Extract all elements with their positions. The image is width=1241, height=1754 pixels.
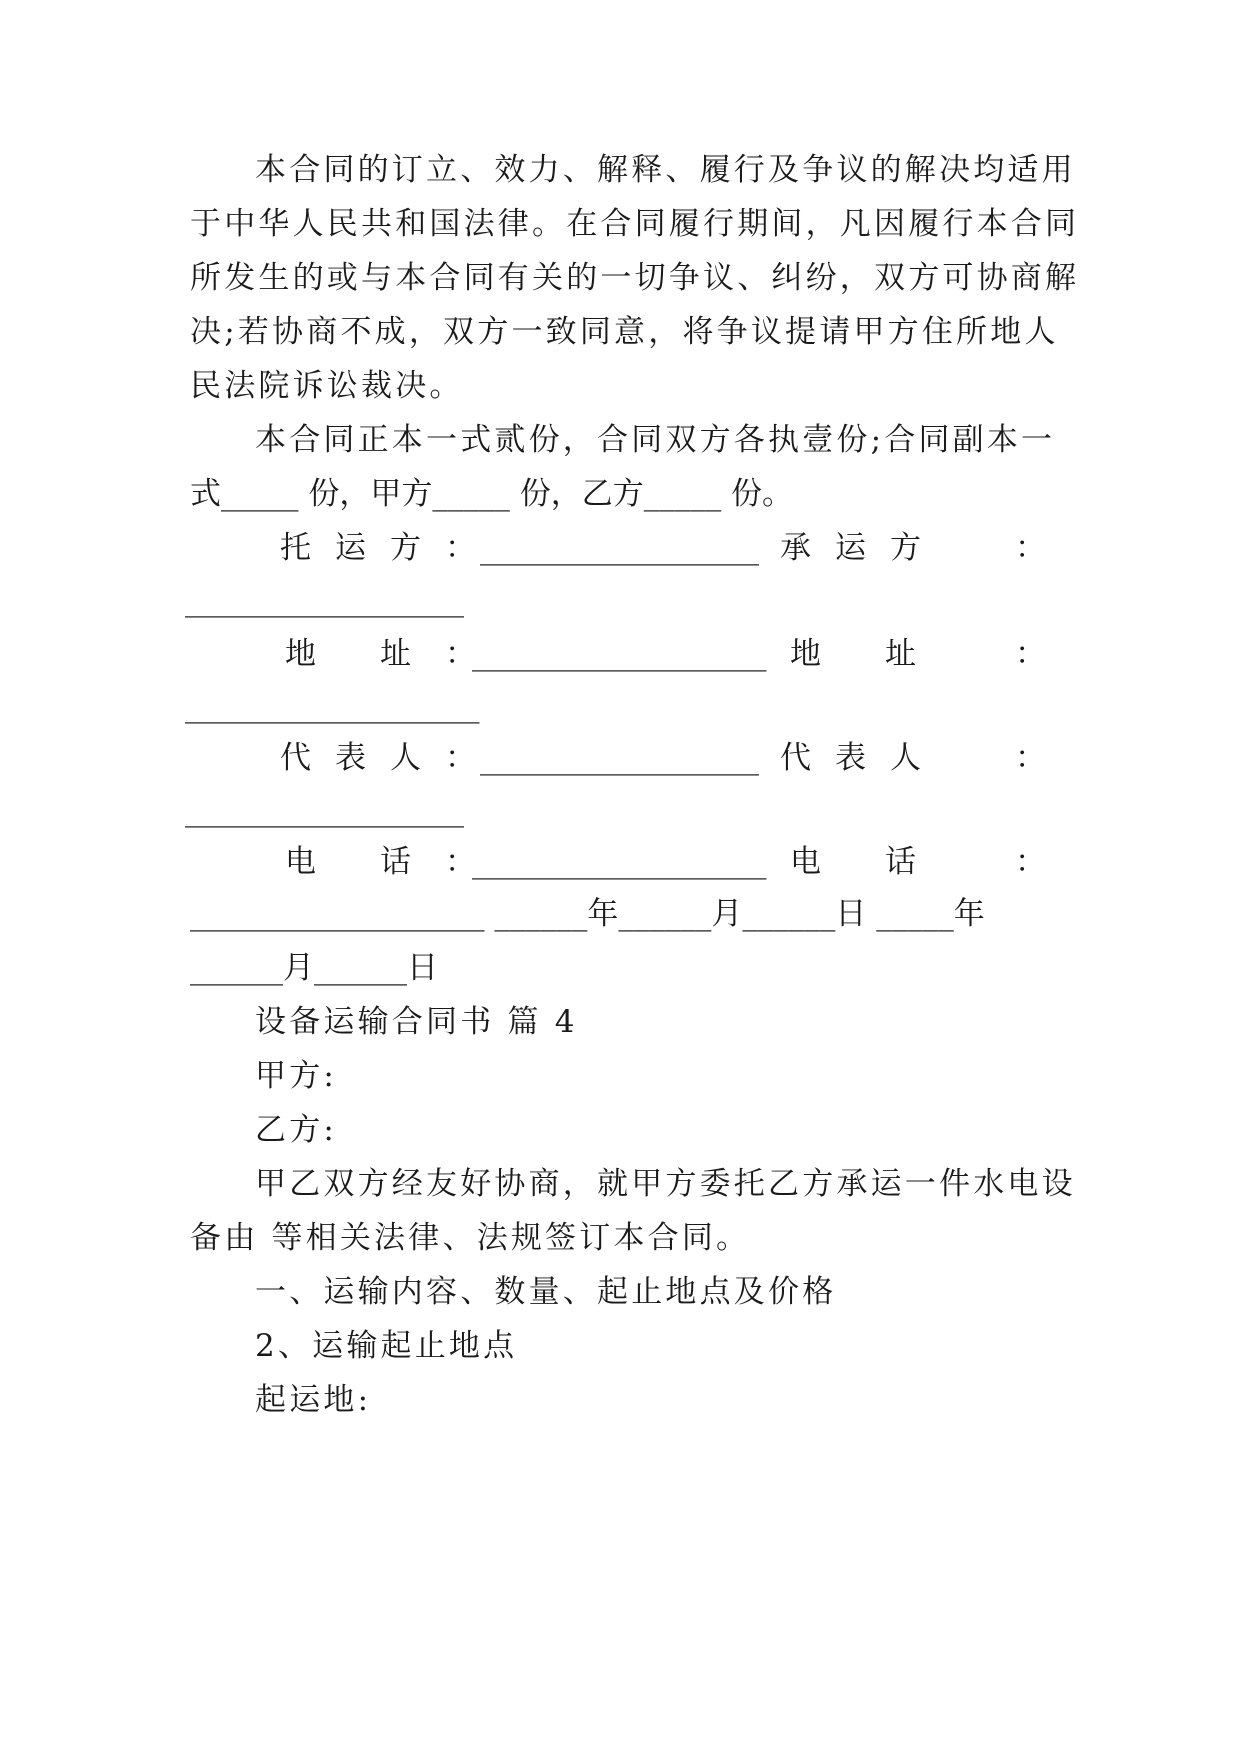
carrier-label-char: 方: [890, 530, 921, 566]
phone-label-char: 话: [380, 844, 411, 880]
clause-heading: 一、运输内容、数量、起止地点及价格: [255, 1274, 837, 1310]
rep-label-char: 代: [280, 740, 311, 776]
address-label-char: 址: [380, 636, 411, 672]
phone-label-char: 话: [885, 844, 916, 880]
rep-label-char: 代: [780, 740, 811, 776]
shipper-carrier-row: [190, 528, 1050, 568]
carrier-blank: __________________: [185, 582, 464, 618]
phone-blank: ___________________: [472, 844, 767, 880]
rep-label-char: ：: [1015, 740, 1046, 776]
paragraph-line: 决;若协商不成，双方一致同意，将争议提请甲方住所地人: [190, 314, 1059, 350]
shipper-label-char: ：: [445, 530, 476, 566]
carrier-label-char: ：: [1015, 530, 1046, 566]
rep-blank-row: [185, 790, 1050, 830]
shipper-label-char: 运: [335, 530, 366, 566]
phone-row: [190, 842, 1050, 882]
rep-blank: __________________: [185, 792, 464, 828]
party-a-line: 甲方:: [255, 1058, 338, 1094]
shipper-blank: __________________: [480, 530, 759, 566]
representative-row: [190, 738, 1050, 778]
address-label-char: 地: [285, 636, 316, 672]
address-blank: ___________________: [185, 688, 480, 724]
rep-label-char: 人: [390, 740, 421, 776]
carrier-blank-row: [185, 580, 1050, 620]
clause-heading: 2、运输起止地点: [255, 1328, 518, 1364]
rep-label-char: ：: [445, 740, 476, 776]
address-label-char: ：: [1015, 636, 1046, 672]
section-title: 设备运输合同书 篇 4: [255, 1004, 578, 1040]
carrier-label-char: 承: [780, 530, 811, 566]
paragraph-line: 民法院诉讼裁决。: [190, 368, 464, 404]
date-line: ___________________ ______年______月______日 _____年: [190, 896, 985, 932]
paragraph-line: 所发生的或与本合同有关的一切争议、纠纷，双方可协商解: [190, 260, 1080, 296]
address-row: [190, 634, 1050, 674]
address-blank: ___________________: [472, 636, 767, 672]
phone-label-char: 电: [285, 844, 316, 880]
paragraph-line: 备由 等相关法律、法规签订本合同。: [190, 1220, 751, 1256]
date-line: ______月______日: [190, 950, 438, 986]
rep-label-char: 表: [335, 740, 366, 776]
phone-label-char: ：: [445, 844, 476, 880]
document-page: [185, 0, 1080, 1754]
party-b-line: 乙方:: [255, 1112, 338, 1148]
address-label-char: ：: [445, 636, 476, 672]
paragraph-line: 本合同正本一式贰份，合同双方各执壹份;合同副本一: [255, 422, 1056, 458]
phone-label-char: ：: [1015, 844, 1046, 880]
paragraph-line: 于中华人民共和国法律。在合同履行期间，凡因履行本合同: [190, 206, 1080, 242]
paragraph-line: 甲乙双方经友好协商，就甲方委托乙方承运一件水电设: [255, 1166, 1076, 1202]
address-label-char: 地: [790, 636, 821, 672]
rep-label-char: 表: [835, 740, 866, 776]
shipper-label-char: 托: [280, 530, 311, 566]
address-blank-row: [185, 686, 1050, 726]
rep-blank: __________________: [480, 740, 759, 776]
address-label-char: 址: [885, 636, 916, 672]
phone-label-char: 电: [790, 844, 821, 880]
shipper-label-char: 方: [390, 530, 421, 566]
rep-label-char: 人: [890, 740, 921, 776]
paragraph-line: 式_____ 份，甲方_____ 份，乙方_____ 份。: [190, 476, 794, 512]
carrier-label-char: 运: [835, 530, 866, 566]
origin-line: 起运地:: [255, 1382, 372, 1418]
paragraph-line: 本合同的订立、效力、解释、履行及争议的解决均适用: [255, 152, 1076, 188]
